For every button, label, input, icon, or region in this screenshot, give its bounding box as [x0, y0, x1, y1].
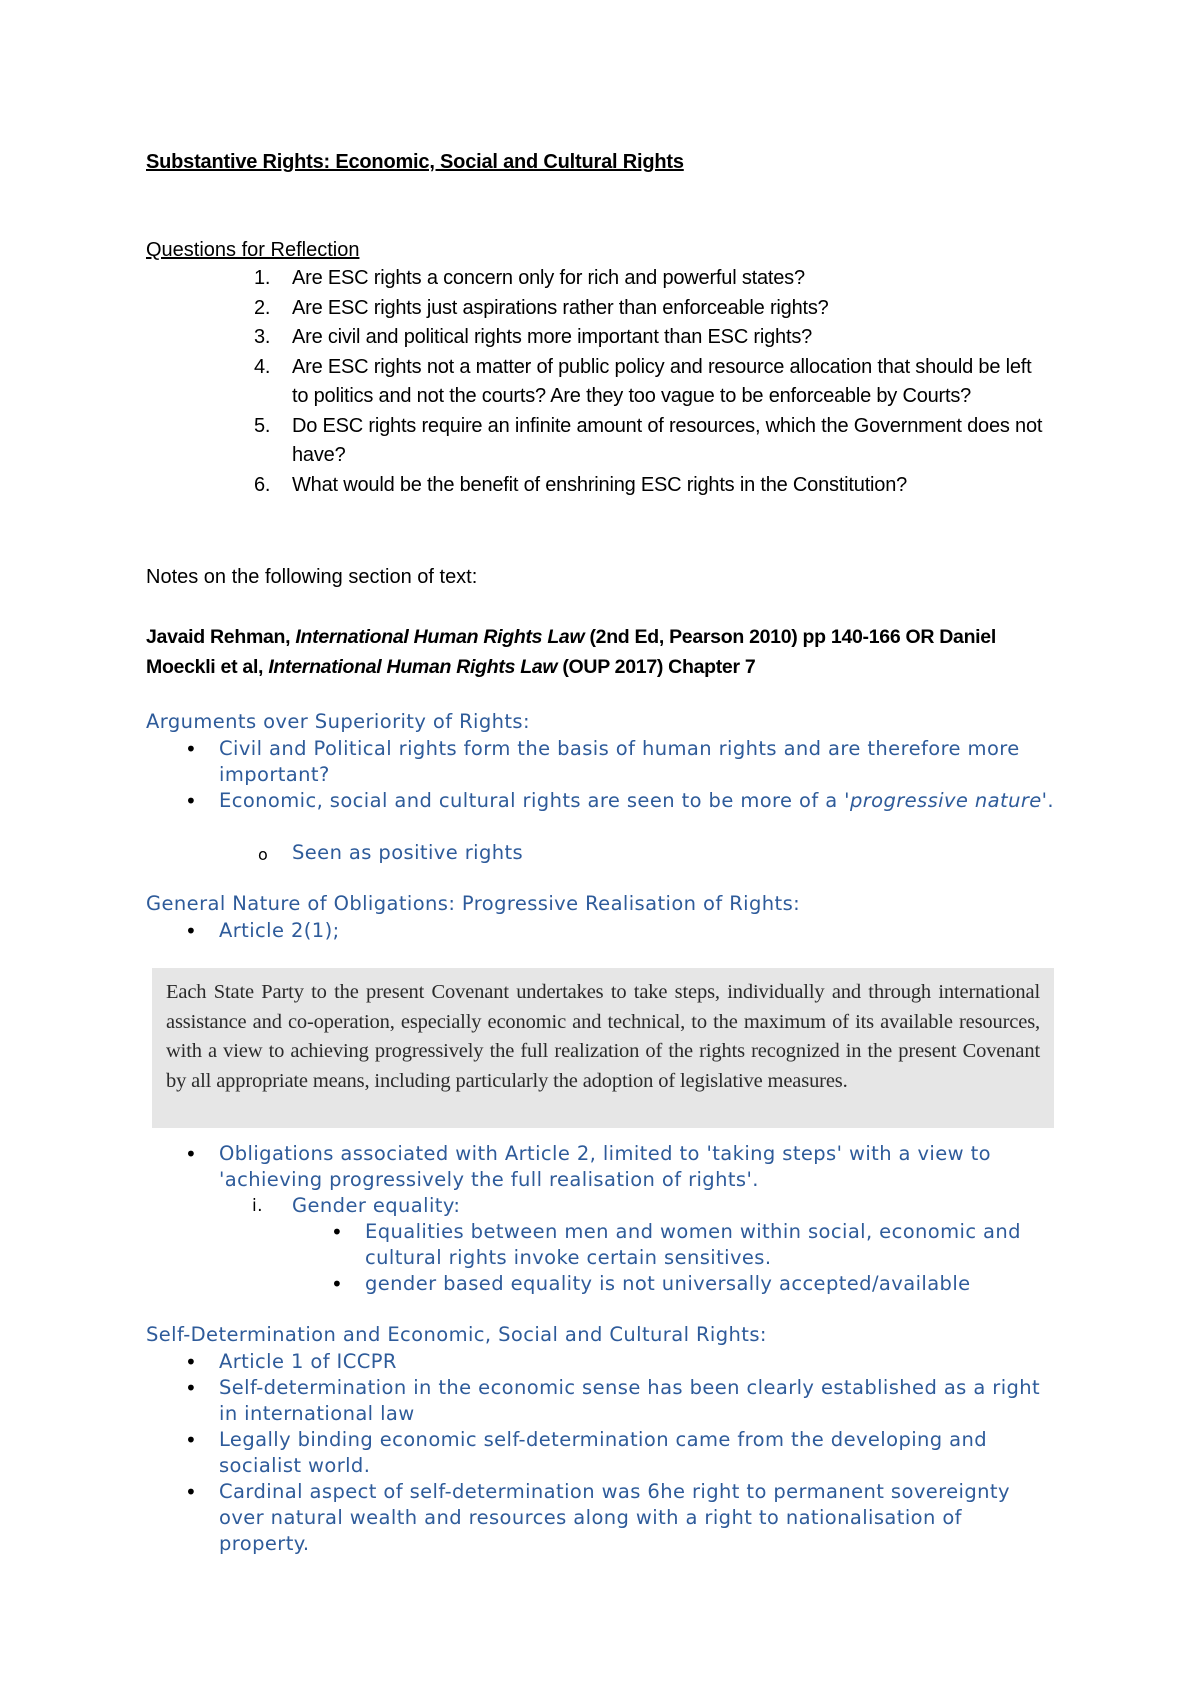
bullet-icon: • — [185, 919, 198, 943]
list-item: • Article 2(1); — [185, 919, 340, 943]
bullet-icon: • — [185, 1350, 198, 1374]
list-item: o Seen as positive rights — [292, 840, 1152, 866]
bullet-icon: • — [185, 737, 198, 761]
obligations-heading: General Nature of Obligations: Progressive Realisation of Rights: — [146, 892, 801, 915]
question-item: 4. Are ESC rights not a matter of public policy and resource allocation that should be left to politics and not the courts? Are they too vague to be enforceable by Courts? — [254, 355, 1032, 407]
list-item: • Self-determination in the economic sense has been clearly established as a right in international law — [185, 1376, 1041, 1425]
circle-bullet-icon: o — [258, 845, 269, 864]
question-item: 2. Are ESC rights just aspirations rather than enforceable rights? — [254, 296, 829, 319]
superiority-heading: Arguments over Superiority of Rights: — [146, 710, 530, 733]
reference-citation: Javaid Rehman, International Human Rights Law (2nd Ed, Pearson 2010) pp 140-166 OR Daniel Moeckli et al, International Human Rights Law (OUP 2017) Chapter 7 — [146, 626, 996, 678]
list-item: • Cardinal aspect of self-determination was 6he right to permanent sovereignty over natural wealth and resources along with a right to nationalisation of property. — [185, 1480, 1010, 1555]
list-item: • gender based equality is not universally accepted/available — [331, 1272, 971, 1296]
questions-list — [254, 264, 1074, 500]
bullet-icon: • — [185, 1428, 198, 1452]
list-item: • Legally binding economic self-determination came from the developing and socialist world. — [185, 1428, 988, 1477]
list-item: • Civil and Political rights form the basis of human rights and are therefore more important? — [185, 737, 1020, 786]
question-item: 1. Are ESC rights a concern only for rich and powerful states? — [254, 267, 805, 289]
bullet-icon: • — [331, 1272, 344, 1296]
bullet-icon: • — [185, 1142, 198, 1166]
bullet-icon: • — [185, 789, 198, 813]
selfdet-heading: Self-Determination and Economic, Social and Cultural Rights: — [146, 1323, 767, 1346]
list-item: • Equalities between men and women within social, economic and cultural rights invoke certain sensitives. — [331, 1220, 1021, 1269]
bullet-icon: • — [185, 1376, 198, 1400]
list-item: • Article 1 of ICCPR — [185, 1350, 397, 1374]
article-quote-text: Each State Party to the present Covenant undertakes to take steps, individually and through international assistance and co-operation, especially economic and technical, to the maximum of its available resources, with a view to achieving progressively the full realization of the rights recognized in the present Covenant by all appropriate means, including particularly the adoption of legislative measures. — [166, 981, 1040, 1092]
bullet-icon: • — [185, 1480, 198, 1504]
list-item: i. Gender equality: — [252, 1194, 461, 1217]
questions-heading: Questions for Reflection — [146, 239, 360, 261]
list-item: • Obligations associated with Article 2, limited to 'taking steps' with a view to 'achieving progressively the full realisation of rights'. — [185, 1142, 991, 1191]
article-quote-image — [152, 968, 1054, 1128]
notes-label: Notes on the following section of text: — [146, 566, 478, 588]
document-title: Substantive Rights: Economic, Social and Cultural Rights — [146, 151, 684, 173]
roman-marker: i. — [252, 1196, 263, 1216]
question-item: 6. What would be the benefit of enshrining ESC rights in the Constitution? — [254, 473, 908, 496]
list-item: • Economic, social and cultural rights are seen to be more of a 'progressive nature'. — [185, 789, 1055, 813]
bullet-icon: • — [331, 1220, 344, 1244]
question-item: 5. Do ESC rights require an infinite amount of resources, which the Government does not have? — [254, 414, 1043, 466]
question-item: 3. Are civil and political rights more important than ESC rights? — [254, 326, 813, 348]
